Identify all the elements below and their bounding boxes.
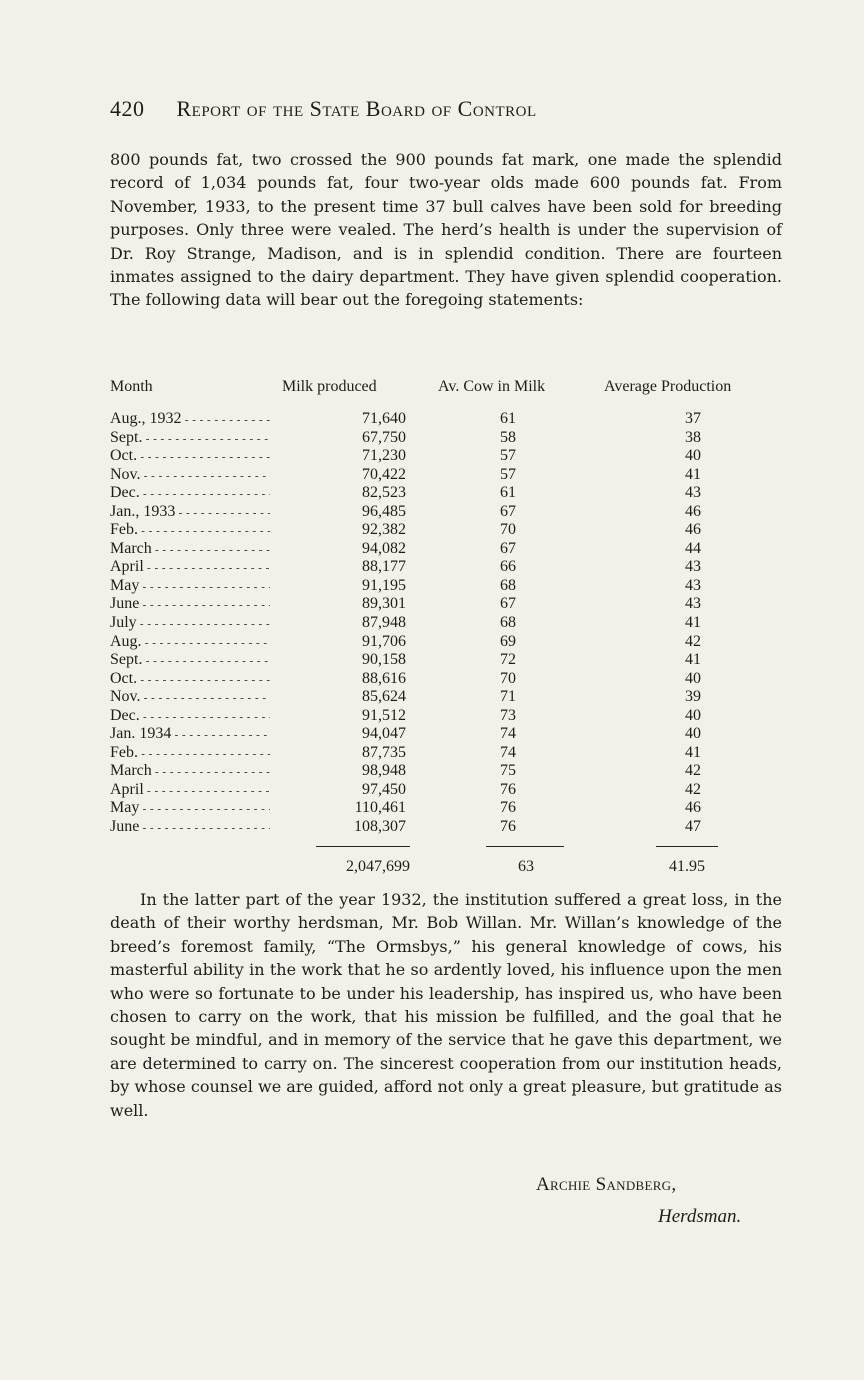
row-milk: 88,177 xyxy=(362,558,406,576)
row-milk: 71,640 xyxy=(362,410,406,427)
row-cows: 61 xyxy=(500,484,516,502)
milk-production-table xyxy=(110,378,780,836)
row-milk: 67,750 xyxy=(362,428,406,446)
table-row xyxy=(110,799,780,818)
row-cows: 67 xyxy=(500,502,516,520)
row-milk: 88,616 xyxy=(362,669,406,687)
table-header xyxy=(110,378,780,408)
row-milk: 91,512 xyxy=(362,706,406,724)
row-cows: 74 xyxy=(500,743,516,761)
row-average: 41 xyxy=(685,743,701,761)
table-row xyxy=(110,688,780,707)
row-average: 43 xyxy=(685,595,701,613)
signature-name: Archie Sandberg, xyxy=(536,1174,677,1195)
row-milk: 87,735 xyxy=(362,743,406,761)
row-month: May - - - xyxy=(110,799,270,819)
row-milk: 108,307 xyxy=(354,818,406,836)
row-month: June - - - xyxy=(110,818,270,838)
page-number: 420 xyxy=(110,96,145,121)
row-average: 40 xyxy=(685,725,701,743)
row-average: 38 xyxy=(685,428,701,446)
row-average: 41 xyxy=(685,614,701,632)
table-row xyxy=(110,540,780,559)
row-cows: 61 xyxy=(500,410,516,427)
total-cows: 63 xyxy=(518,858,534,875)
row-average: 42 xyxy=(685,780,701,798)
row-milk: 94,082 xyxy=(362,539,406,557)
table-row xyxy=(110,466,780,485)
row-average: 46 xyxy=(685,799,701,817)
row-cows: 69 xyxy=(500,632,516,650)
row-milk: 71,230 xyxy=(362,447,406,465)
column-header-average: Average Production xyxy=(604,378,732,395)
row-milk: 90,158 xyxy=(362,651,406,669)
row-cows: 75 xyxy=(500,762,516,780)
page-header xyxy=(110,96,770,122)
row-average: 47 xyxy=(685,818,701,836)
table-row xyxy=(110,577,780,596)
running-title: Report of the State Board of Control xyxy=(176,96,537,121)
total-rule-average xyxy=(656,846,718,847)
row-month: Aug. - - - xyxy=(110,633,270,653)
table-body xyxy=(110,410,780,837)
row-average: 43 xyxy=(685,558,701,576)
row-milk: 82,523 xyxy=(362,484,406,502)
table-row xyxy=(110,503,780,522)
row-cows: 58 xyxy=(500,428,516,446)
table-row xyxy=(110,725,780,744)
memorial-paragraph: In the latter part of the year 1932, the institution suffered a great loss, in the death of their worthy herdsman, Mr. Bob Willan. Mr. Willan’s knowledge of the breed’s foremost family, “The Ormsbys,” his general knowledge of cows, his masterful ability in the work that he so ardently loved, his influence upon the men who were so fortunate to be under his leadership, has inspired us, who have been chosen to carry on the work, that his mission be fulfilled, and the goal that he sought be mindful, and in memory of the service that he gave this department, we are determined to carry on. The sincerest cooperation from our institution heads, by whose counsel we are guided, afford not only a great pleasure, but gratitude as well. xyxy=(110,890,782,1120)
row-month: Oct. - - - xyxy=(110,670,270,690)
row-cows: 73 xyxy=(500,706,516,724)
row-milk: 91,706 xyxy=(362,632,406,650)
row-cows: 57 xyxy=(500,465,516,483)
table-row xyxy=(110,410,780,429)
row-cows: 68 xyxy=(500,576,516,594)
total-milk: 2,047,699 xyxy=(346,858,410,875)
row-month: Nov. - - - xyxy=(110,688,270,708)
row-month: March - - - xyxy=(110,540,270,560)
table-row xyxy=(110,558,780,577)
row-milk: 85,624 xyxy=(362,688,406,706)
row-month: Dec. - - - xyxy=(110,707,270,727)
table-row xyxy=(110,521,780,540)
column-header-cows: Av. Cow in Milk xyxy=(438,378,546,395)
row-cows: 76 xyxy=(500,799,516,817)
table-row xyxy=(110,595,780,614)
table-row xyxy=(110,484,780,503)
row-milk: 98,948 xyxy=(362,762,406,780)
table-row xyxy=(110,670,780,689)
row-month: Sept. - - - xyxy=(110,429,270,449)
total-rule-milk xyxy=(316,846,410,847)
row-average: 40 xyxy=(685,706,701,724)
row-month: Oct. - - - xyxy=(110,447,270,467)
row-cows: 66 xyxy=(500,558,516,576)
row-average: 42 xyxy=(685,632,701,650)
row-month: Feb. - - - xyxy=(110,521,270,541)
row-milk: 92,382 xyxy=(362,521,406,539)
column-header-month: Month xyxy=(110,378,153,395)
row-cows: 70 xyxy=(500,669,516,687)
row-average: 41 xyxy=(685,651,701,669)
row-month: Feb. - - - xyxy=(110,744,270,764)
row-month: Jan., 1933 - - - xyxy=(110,503,270,523)
row-average: 43 xyxy=(685,576,701,594)
row-month: July - - - xyxy=(110,614,270,634)
table-row xyxy=(110,744,780,763)
row-month: April - - - xyxy=(110,781,270,801)
total-average: 41.95 xyxy=(669,858,705,875)
row-cows: 67 xyxy=(500,539,516,557)
row-average: 46 xyxy=(685,521,701,539)
row-month: Jan. 1934 - - - xyxy=(110,725,270,745)
row-month: June - - - xyxy=(110,595,270,615)
row-cows: 76 xyxy=(500,818,516,836)
row-cows: 71 xyxy=(500,688,516,706)
table-row xyxy=(110,707,780,726)
table-row xyxy=(110,447,780,466)
row-cows: 57 xyxy=(500,447,516,465)
row-milk: 94,047 xyxy=(362,725,406,743)
row-month: Dec. - - - xyxy=(110,484,270,504)
table-row xyxy=(110,633,780,652)
row-cows: 70 xyxy=(500,521,516,539)
row-average: 37 xyxy=(685,410,701,427)
row-average: 41 xyxy=(685,465,701,483)
total-rule-cows xyxy=(486,846,564,847)
row-average: 43 xyxy=(685,484,701,502)
row-month: April - - - xyxy=(110,558,270,578)
row-cows: 72 xyxy=(500,651,516,669)
row-milk: 91,195 xyxy=(362,576,406,594)
row-milk: 97,450 xyxy=(362,780,406,798)
row-month: May - - - xyxy=(110,577,270,597)
row-month: Nov. - - - xyxy=(110,466,270,486)
row-cows: 68 xyxy=(500,614,516,632)
row-milk: 110,461 xyxy=(354,799,406,817)
row-average: 39 xyxy=(685,688,701,706)
table-row xyxy=(110,781,780,800)
column-header-milk: Milk produced xyxy=(282,378,377,395)
signature-title: Herdsman. xyxy=(658,1206,742,1227)
row-cows: 76 xyxy=(500,780,516,798)
table-row xyxy=(110,818,780,837)
row-month: March - - - xyxy=(110,762,270,782)
table-row xyxy=(110,429,780,448)
row-average: 46 xyxy=(685,502,701,520)
table-row xyxy=(110,651,780,670)
row-milk: 87,948 xyxy=(362,614,406,632)
row-cows: 74 xyxy=(500,725,516,743)
row-milk: 89,301 xyxy=(362,595,406,613)
table-row xyxy=(110,614,780,633)
row-average: 42 xyxy=(685,762,701,780)
row-month: Sept. - - - xyxy=(110,651,270,671)
row-average: 44 xyxy=(685,539,701,557)
row-cows: 67 xyxy=(500,595,516,613)
row-milk: 70,422 xyxy=(362,465,406,483)
row-month: Aug., 1932 - - - xyxy=(110,410,270,430)
table-row xyxy=(110,762,780,781)
row-milk: 96,485 xyxy=(362,502,406,520)
row-average: 40 xyxy=(685,669,701,687)
row-average: 40 xyxy=(685,447,701,465)
intro-paragraph: 800 pounds fat, two crossed the 900 pounds fat mark, one made the splendid record of 1,034 pounds fat, four two-year olds made 600 pounds fat. From November, 1933, to the present time 37 bull calves have been sold for breeding purposes. Only three were vealed. The herd’s health is under the supervision of Dr. Roy Strange, Madison, and is in splendid condition. There are fourteen inmates assigned to the dairy department. They have given splendid cooperation. The following data will bear out the foregoing statements: xyxy=(110,150,782,310)
